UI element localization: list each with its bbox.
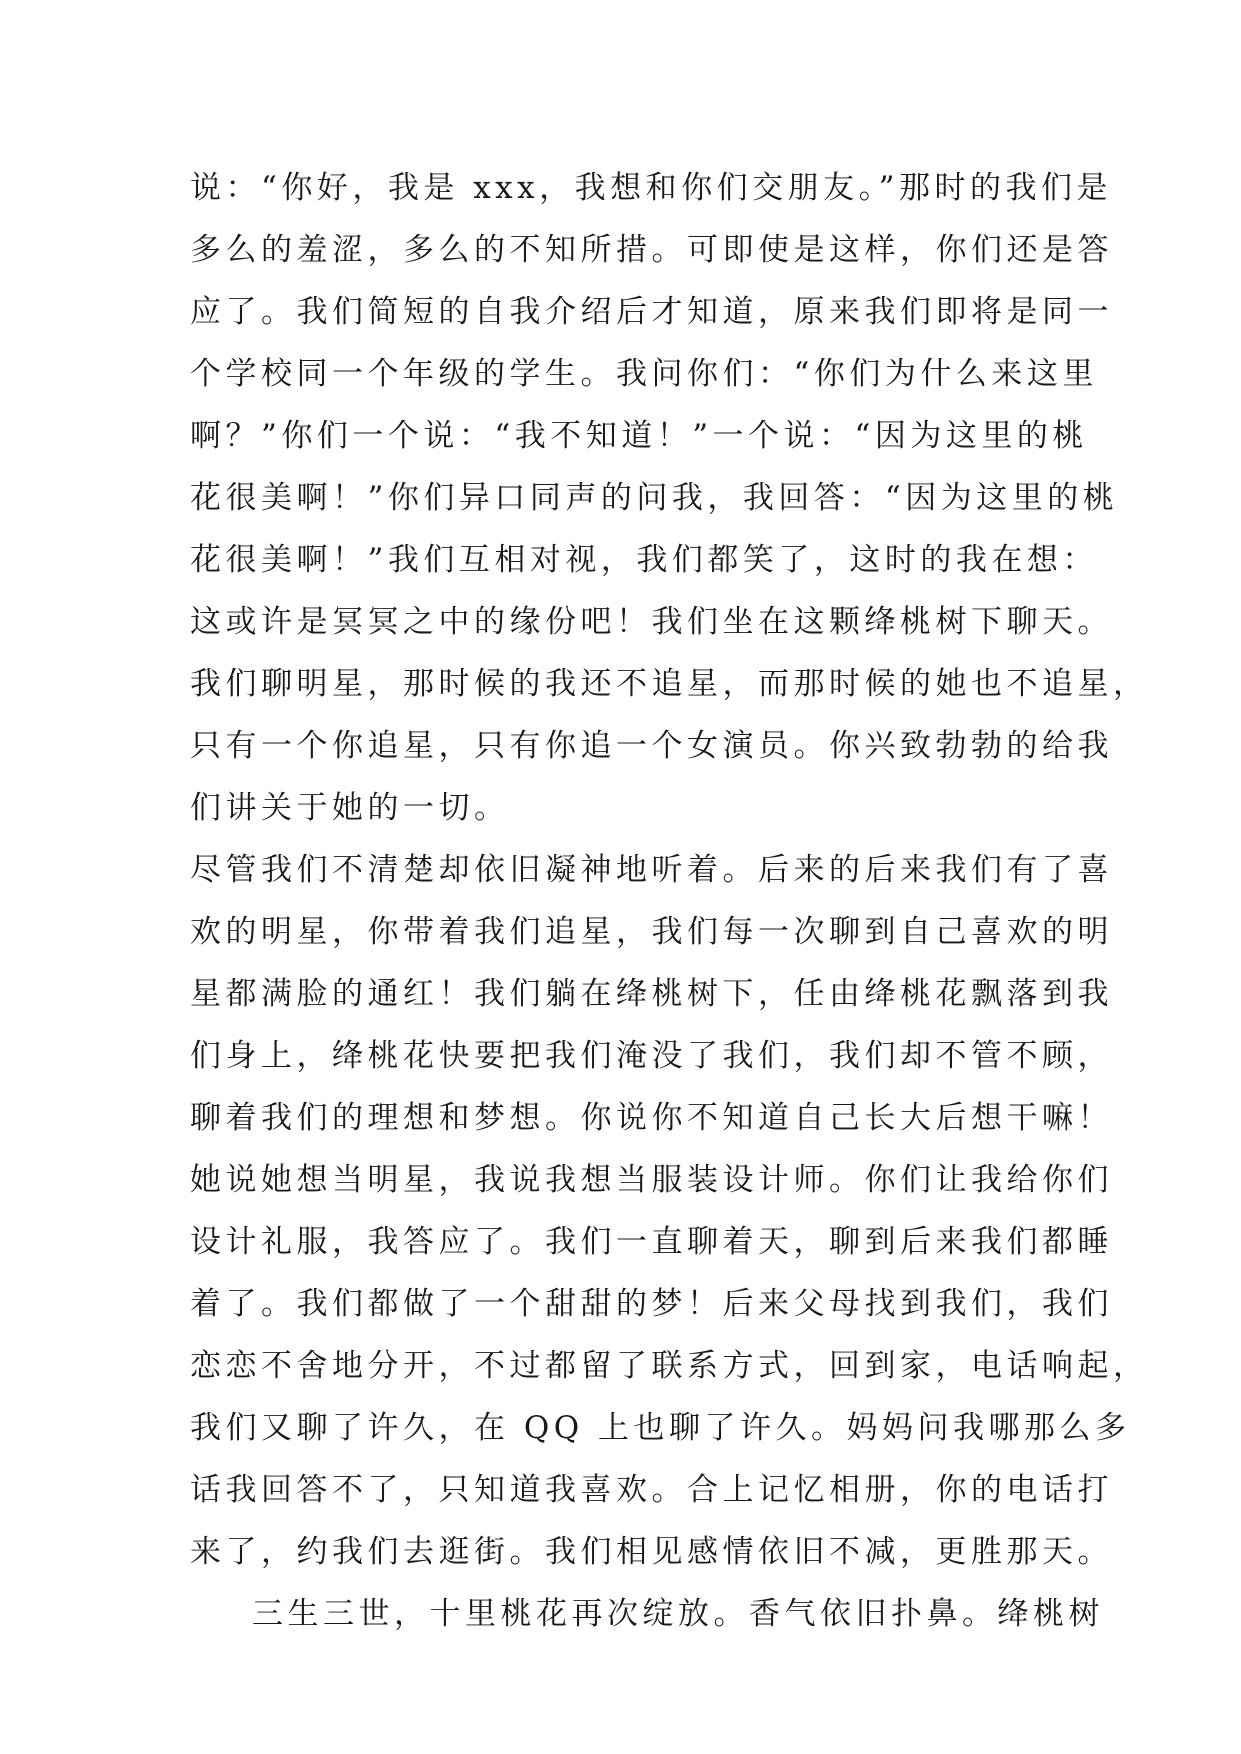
text-line: 多么的羞涩，多么的不知所措。可即使是这样，你们还是答	[190, 232, 1113, 268]
text-line: 花很美啊！”我们互相对视，我们都笑了，这时的我在想：	[190, 542, 1098, 578]
text-line: 来了，约我们去逛街。我们相见感情依旧不减，更胜那天。	[190, 1534, 1113, 1570]
text-line: 个学校同一个年级的学生。我问你们：“你们为什么来这里	[190, 356, 1098, 392]
text-line: 尽管我们不清楚却依旧凝神地听着。后来的后来我们有了喜	[190, 852, 1113, 888]
text-line: 她说她想当明星，我说我想当服装设计师。你们让我给你们	[190, 1162, 1113, 1198]
text-line: 们身上，绛桃花快要把我们淹没了我们，我们却不管不顾，	[190, 1038, 1113, 1074]
text-line: 星都满脸的通红！我们躺在绛桃树下，任由绛桃花飘落到我	[190, 976, 1113, 1012]
text-line: 欢的明星，你带着我们追星，我们每一次聊到自己喜欢的明	[190, 914, 1113, 950]
text-line: 花很美啊！”你们异口同声的问我，我回答：“因为这里的桃	[190, 480, 1119, 516]
text-line: 恋恋不舍地分开，不过都留了联系方式，回到家，电话响起，	[190, 1348, 1149, 1384]
text-line: 话我回答不了，只知道我喜欢。合上记忆相册，你的电话打	[190, 1472, 1113, 1508]
text-line-paragraph-start: 三生三世，十里桃花再次绽放。香气依旧扑鼻。绛桃树	[252, 1596, 1104, 1632]
text-line: 设计礼服，我答应了。我们一直聊着天，聊到后来我们都睡	[190, 1224, 1113, 1260]
text-line: 啊？”你们一个说：“我不知道！”一个说：“因为这里的桃	[190, 418, 1088, 454]
text-line: 我们聊明星，那时候的我还不追星，而那时候的她也不追星，	[190, 666, 1149, 702]
text-line: 着了。我们都做了一个甜甜的梦！后来父母找到我们，我们	[190, 1286, 1113, 1322]
body-text	[190, 157, 1149, 1645]
text-line: 我们又聊了许久，在 QQ 上也聊了许久。妈妈问我哪那么多	[190, 1410, 1131, 1446]
text-line: 这或许是冥冥之中的缘份吧！我们坐在这颗绛桃树下聊天。	[190, 604, 1113, 640]
text-line: 应了。我们简短的自我介绍后才知道，原来我们即将是同一	[190, 294, 1113, 330]
text-line: 只有一个你追星，只有你追一个女演员。你兴致勃勃的给我	[190, 728, 1113, 764]
text-line: 聊着我们的理想和梦想。你说你不知道自己长大后想干嘛！	[190, 1100, 1113, 1136]
text-line: 说：“你好，我是 xxx，我想和你们交朋友。”那时的我们是	[190, 170, 1112, 206]
text-line: 们讲关于她的一切。	[190, 790, 510, 826]
